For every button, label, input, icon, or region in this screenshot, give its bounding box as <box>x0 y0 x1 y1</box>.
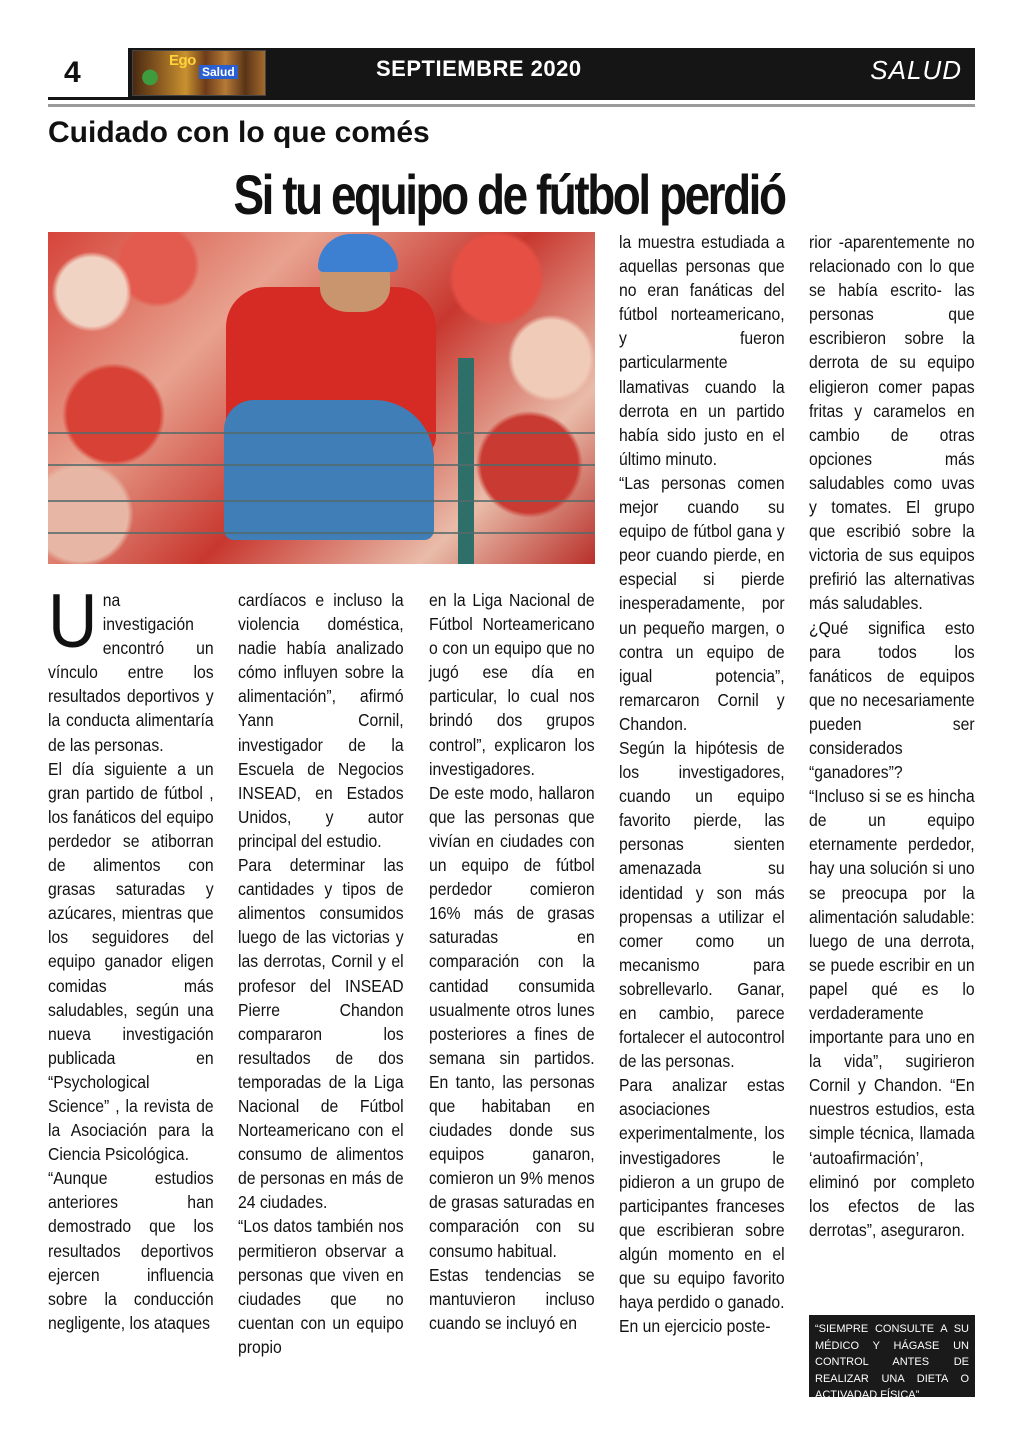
photo-wire <box>48 500 595 502</box>
soccer-fan-photo <box>48 232 595 564</box>
article-column-5 <box>809 230 975 1242</box>
issue-date: SEPTIEMBRE 2020 <box>376 56 582 81</box>
drop-cap: U <box>48 579 98 664</box>
photo-wire <box>48 432 595 434</box>
paragraph-text: na investigación encontró un vínculo entre los resultados deportivos y la conducta alimentaría de las personas. <box>48 590 214 755</box>
photo-jeans <box>224 400 434 540</box>
page-number-box <box>48 48 128 100</box>
photo-cap <box>318 234 398 272</box>
paragraph: en la Liga Nacional de Fútbol Norteamericano o con un equipo que no jugó ese día en particular, lo cual nos brindó dos grupos control”, explicaron los investigadores. <box>429 590 595 779</box>
article-headline: Si tu equipo de fútbol perdió <box>233 163 785 226</box>
paragraph <box>48 579 214 757</box>
logo-text-ego: Ego <box>169 52 196 69</box>
paragraph: El día siguiente a un gran partido de fútbol , los fanáticos del equipo perdedor se atiborran de alimentos con grasas saturadas y azúcares, mientras que los seguidores del equipo ganador eligen comidas más saludables, según una nueva investigación publicada en “Psychological Science” , la revista de la Asociación para la Ciencia Psicológica. <box>48 758 214 1165</box>
page-number: 4 <box>64 56 81 89</box>
paragraph: “Aunque estudios anteriores han demostrado que los resultados deportivos ejercen influencia sobre la conducción negligente, los ataques <box>48 1168 214 1333</box>
article-headline-wrap <box>0 162 1024 227</box>
paragraph: Según la hipótesis de los investigadores, cuando un equipo favorito pierde, las personas sienten amenazada su identidad y son más propensas a utilizar el comer como un mecanismo para sobrellevarlo. Ganar, en cambio, parece fortalecer el autocontrol de las personas. <box>619 737 785 1072</box>
logo-text-salud: Salud <box>199 65 238 79</box>
article-column-2 <box>238 588 404 1359</box>
paragraph: Estas tendencias se mantuvieron incluso cuando se incluyó en <box>429 1264 595 1333</box>
paragraph: “Los datos también nos permitieron observar a personas que viven en ciudades que no cuentan con un equipo propio <box>238 1216 404 1357</box>
section-name: SALUD <box>870 55 962 85</box>
article-column-4 <box>619 230 785 1338</box>
paragraph: “Las personas comen mejor cuando su equipo de fútbol gana y peor cuando pierde, en especial si pierde inesperadamente, por un pequeño margen, o contra un equipo de igual potencia”, remarcaron Cornil y Chandon. <box>619 472 785 734</box>
health-disclaimer-text: “SIEMPRE CONSULTE A SU MÉDICO Y HÁGASE UN CONTROL ANTES DE REALIZAR UNA DIETA O ACTIVADAD FÍSICA” <box>815 1323 969 1401</box>
publication-logo <box>132 50 266 96</box>
paragraph: cardíacos e incluso la violencia doméstica, nadie había analizado cómo influyen sobre la alimentación”, afirmó Yann Cornil, investigador de la Escuela de Negocios INSEAD, en Estados Unidos, y autor principal del estudio. <box>238 590 404 851</box>
paragraph: rior -aparentemente no relacionado con lo que se había escrito- las personas que escribieron sobre la derrota de su equipo eligieron comer papas fritas y caramelos en cambio de otras opciones más saludables como uvas y tomates. El grupo que escribió sobre la victoria de sus equipos prefirió las alternativas más saludables. <box>809 232 975 614</box>
paragraph: la muestra estudiada a aquellas personas que no eran fanáticas del fútbol norteamericano, y fueron particularmente llamativas cuando la derrota en un partido había sido justo en el último minuto. <box>619 232 785 469</box>
paragraph: Para determinar las cantidades y tipos de alimentos consumidos luego de las victorias y las derrotas, Cornil y el profesor del INSEAD Pierre Chandon compararon los resultados de dos temporadas de la Liga Nacional de Fútbol Norteamericano con el consumo de alimentos de personas en más de 24 ciudades. <box>238 855 404 1213</box>
paragraph: “Incluso si se es hincha de un equipo eternamente perdedor, hay una solución si uno se preocupa por la alimentación saludable: luego de una derrota, se puede escribir en un papel qué es lo verdaderamente importante para uno en la vida”, sugirieron Cornil y Chandon. “En nuestros estudios, esta simple técnica, llamada ‘autoafirmación’, eliminó por completo los efectos de las derrotas”, aseguraron. <box>809 786 975 1240</box>
article-column-3 <box>429 588 595 1335</box>
header-rule <box>48 104 975 107</box>
paragraph: De este modo, hallaron que las personas que vivían en ciudades con un equipo de fútbol perdedor comieron 16% más de grasas saturadas en comparación con la cantidad consumida usualmente otros lunes posteriores a fines de semana sin partidos. En tanto, las personas que habitaban en ciudades donde sus equipos ganaron, comieron un 9% menos de grasas saturadas en comparación con su consumo habitual. <box>429 782 595 1261</box>
article-column-1 <box>48 579 214 1335</box>
article-kicker: Cuidado con lo que comés <box>48 116 430 149</box>
paragraph: En un ejercicio poste- <box>619 1316 771 1337</box>
health-disclaimer-box <box>809 1315 975 1401</box>
tree-icon <box>139 67 161 93</box>
photo-wire <box>48 532 595 534</box>
paragraph: ¿Qué significa esto para todos los fanáticos de equipos que no necesariamente pueden ser considerados “ganadores”? <box>809 617 975 783</box>
photo-wire <box>48 464 595 466</box>
paragraph: Para analizar estas asociaciones experimentalmente, los investigadores le pidieron a un grupo de participantes franceses que escribieran sobre algún momento en el que su equipo favorito haya perdido o ganado. <box>619 1075 785 1313</box>
